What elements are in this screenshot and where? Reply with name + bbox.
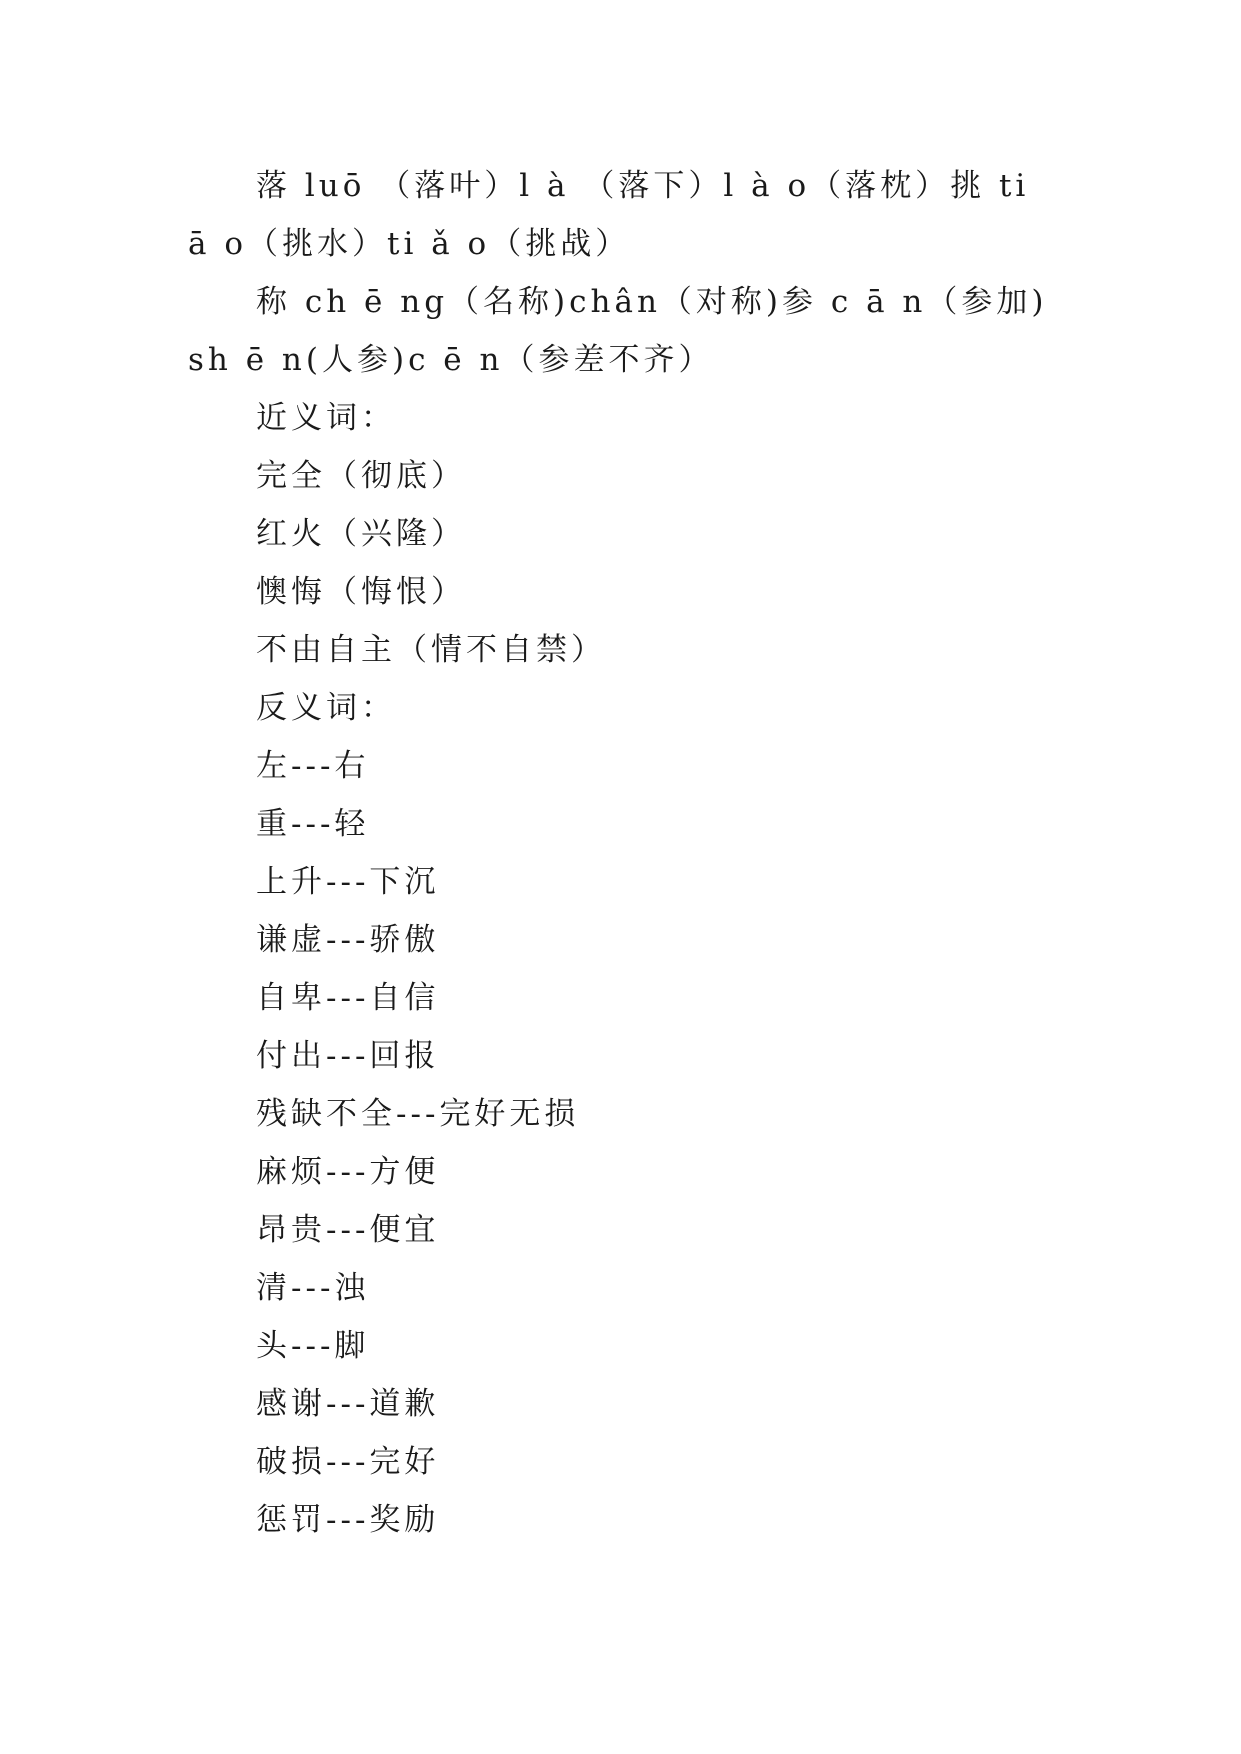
antonym-item: 自卑---自信 bbox=[256, 980, 440, 1016]
pronunciation-paragraph-1: 落 luō （落叶）l à （落下）l à o（落枕）挑 ti ā o（挑水）ti ǎ o（挑战） bbox=[188, 168, 1030, 262]
synonym-item: 红火（兴隆） bbox=[256, 516, 466, 552]
antonym-item: 付出---回报 bbox=[256, 1038, 440, 1074]
antonym-item: 残缺不全---完好无损 bbox=[256, 1096, 580, 1132]
antonym-item: 重---轻 bbox=[256, 806, 370, 842]
antonym-item: 昂贵---便宜 bbox=[256, 1212, 440, 1248]
antonym-item: 破损---完好 bbox=[256, 1444, 440, 1480]
antonym-item: 麻烦---方便 bbox=[256, 1154, 440, 1190]
antonym-item: 上升---下沉 bbox=[256, 864, 440, 900]
antonym-item: 感谢---道歉 bbox=[256, 1386, 440, 1422]
antonym-item: 谦虚---骄傲 bbox=[256, 922, 440, 958]
antonym-item: 头---脚 bbox=[256, 1328, 370, 1364]
antonym-item: 左---右 bbox=[256, 748, 370, 784]
synonym-item: 完全（彻底） bbox=[256, 458, 466, 494]
document-page bbox=[188, 157, 1058, 1549]
antonym-item: 清---浊 bbox=[256, 1270, 370, 1306]
antonym-item: 惩罚---奖励 bbox=[256, 1502, 440, 1538]
synonym-item: 懊悔（悔恨） bbox=[256, 574, 466, 610]
antonyms-heading: 反义词： bbox=[256, 690, 396, 726]
pronunciation-paragraph-2: 称 ch ē ng（名称)chân（对称)参 c ā n（参加)sh ē n(人参)c ē n（参差不齐） bbox=[188, 284, 1048, 378]
synonyms-heading: 近义词： bbox=[256, 400, 396, 436]
synonym-item: 不由自主（情不自禁） bbox=[256, 632, 606, 668]
